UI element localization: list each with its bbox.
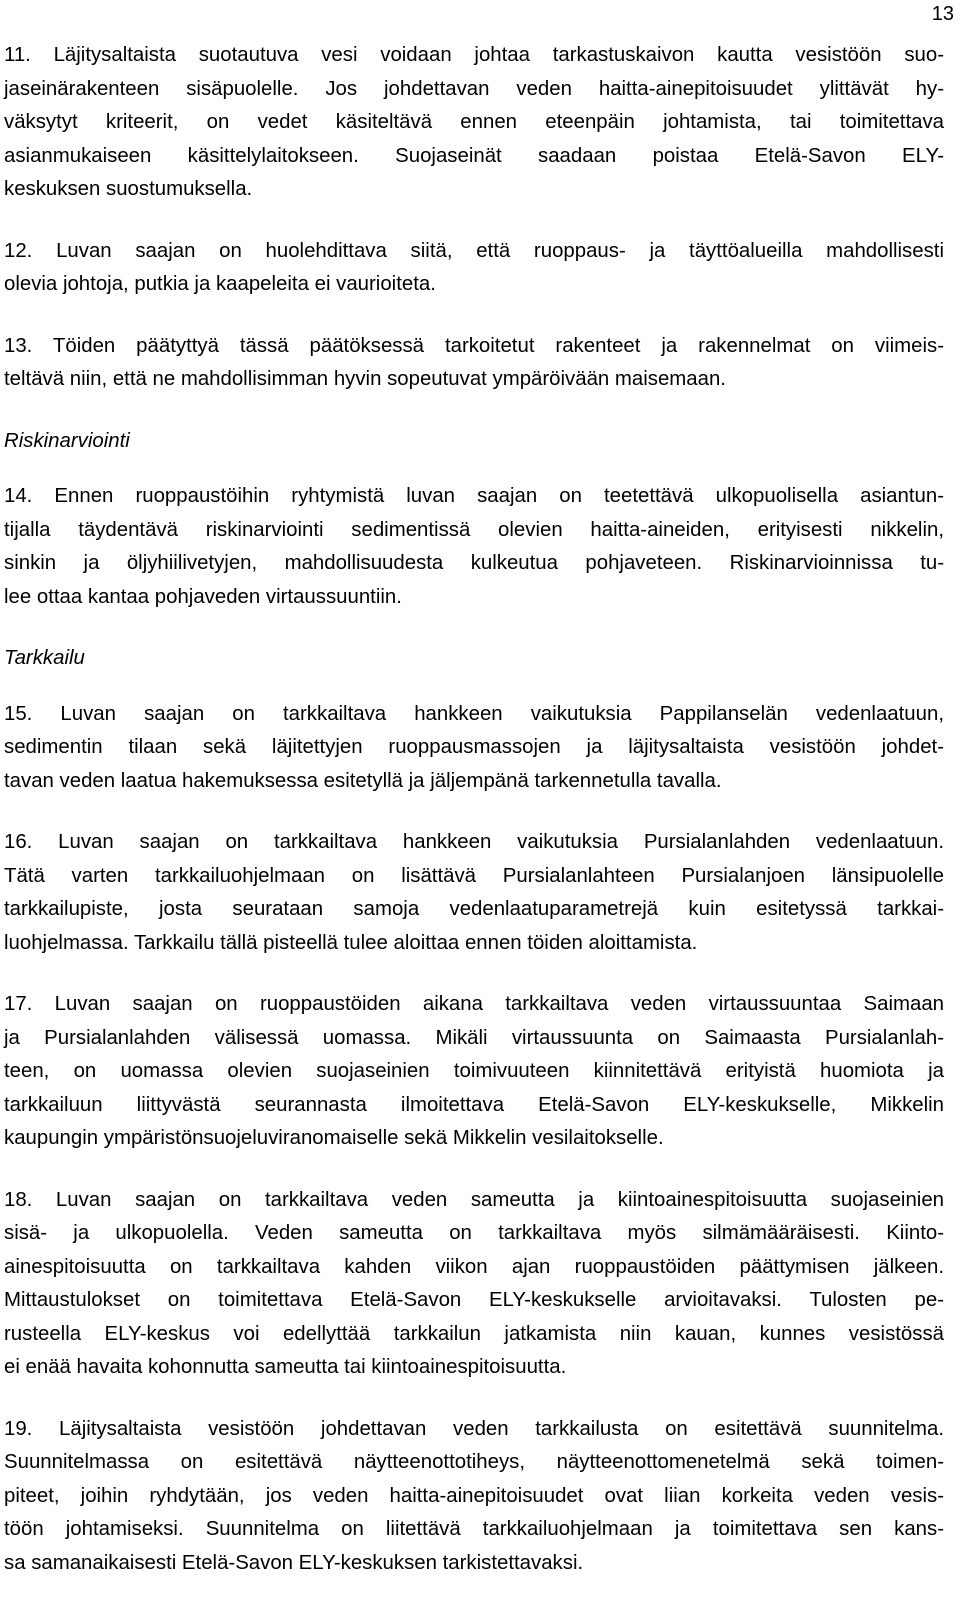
paragraph — [4, 826, 944, 960]
paragraph-line: sa samanaikaisesti Etelä-Savon ELY-keskuksen tarkistettavaksi. — [4, 1551, 584, 1574]
paragraph-line: 15. Luvan saajan on tarkkailtava hankkeen vaikutuksia Pappilanselän vedenlaatuun, — [4, 702, 944, 725]
paragraph-line: 18. Luvan saajan on tarkkailtava veden sameutta ja kiintoainespitoisuutta suojaseinien — [4, 1188, 944, 1211]
paragraph-line: sinkin ja öljyhiilivetyjen, mahdollisuudesta kulkeutua pohjaveteen. Riskinarvioinnissa tu- — [4, 552, 944, 574]
paragraph-line: luohjelmassa. Tarkkailu tällä pisteellä tulee aloittaa ennen töiden aloittamista. — [4, 931, 698, 954]
paragraph-line: rusteella ELY-keskus voi edellyttää tarkkailun jatkamista niin kauan, kunnes vesistössä — [4, 1322, 944, 1345]
paragraph-line: väksytyt kriteerit, on vedet käsiteltävä ennen eteenpäin johtamista, tai toimitettava — [4, 111, 944, 133]
paragraph-line: 11. Läjitysaltaista suotautuva vesi voidaan johtaa tarkastuskaivon kautta vesistöön suo- — [4, 44, 944, 66]
paragraph-line: Tätä varten tarkkailuohjelmaan on lisättävä Pursialanlahteen Pursialanjoen länsipuolelle — [4, 864, 944, 887]
paragraph — [4, 330, 944, 397]
paragraph-line: ainespitoisuutta on tarkkailtava kahden viikon ajan ruoppaustöiden päättymisen jälkeen. — [4, 1255, 944, 1278]
paragraph-line: 16. Luvan saajan on tarkkailtava hankkeen vaikutuksia Pursialanlahden vedenlaatuun. — [4, 831, 944, 853]
section-heading: Riskinarviointi — [4, 429, 130, 452]
paragraph — [4, 1184, 944, 1385]
paragraph-line: ja Pursialanlahden välisessä uomassa. Mikäli virtaussuunta on Saimaasta Pursialanlah- — [4, 1026, 944, 1049]
paragraph-line: 14. Ennen ruoppaustöihin ryhtymistä luvan saajan on teetettävä ulkopuolisella asiantun- — [4, 485, 944, 507]
paragraph-line: kaupungin ympäristönsuojeluviranomaiselle sekä Mikkelin vesilaitokselle. — [4, 1127, 664, 1149]
paragraph-line: ei enää havaita kohonnutta sameutta tai kiintoainespitoisuutta. — [4, 1356, 567, 1378]
paragraph-line: lee ottaa kantaa pohjaveden virtaussuuntiin. — [4, 585, 402, 608]
paragraph — [4, 39, 944, 207]
paragraph-line: töön johtamiseksi. Suunnitelma on liitettävä tarkkailuohjelmaan ja toimitettava sen kans- — [4, 1518, 944, 1540]
paragraph — [4, 988, 944, 1156]
paragraph-line: teltävä niin, että ne mahdollisimman hyvin sopeutuvat ympäröivään maisemaan. — [4, 368, 726, 390]
paragraph-line: tarkkailuun liittyvästä seurannasta ilmoitettava Etelä-Savon ELY-keskukselle, Mikkelin — [4, 1093, 944, 1116]
paragraph-line: 12. Luvan saajan on huolehdittava siitä, että ruoppaus- ja täyttöalueilla mahdollisesti — [4, 239, 944, 262]
paragraph-line: keskuksen suostumuksella. — [4, 178, 253, 200]
paragraph-line: tijalla täydentävä riskinarviointi sedimentissä olevien haitta-aineiden, erityisesti nikkelin, — [4, 518, 944, 541]
paragraph-line: sedimentin tilaan sekä läjitettyjen ruoppausmassojen ja läjitysaltaista vesistöön johdet- — [4, 736, 944, 758]
document-body — [4, 39, 944, 1608]
paragraph-line: Suunnitelmassa on esitettävä näytteenottotiheys, näytteenottomenetelmä sekä toimen- — [4, 1451, 944, 1473]
paragraph-line: tarkkailupiste, josta seurataan samoja vedenlaatuparametrejä kuin esitetyssä tarkkai- — [4, 898, 944, 920]
paragraph — [4, 480, 944, 614]
paragraph-line: asianmukaiseen käsittelylaitokseen. Suojaseinät saadaan poistaa Etelä-Savon ELY- — [4, 144, 944, 167]
paragraph-line: jaseinärakenteen sisäpuolelle. Jos johdettavan veden haitta-ainepitoisuudet ylittävät hy- — [4, 77, 944, 100]
section-heading: Tarkkailu — [4, 647, 85, 669]
page-number: 13 — [931, 3, 954, 25]
paragraph-line: Mittaustulokset on toimitettava Etelä-Savon ELY-keskukselle arvioitavaksi. Tulosten pe- — [4, 1289, 944, 1311]
paragraph — [4, 235, 944, 302]
paragraph-line: tavan veden laatua hakemuksessa esitetyllä ja jäljempänä tarkennetulla tavalla. — [4, 769, 722, 792]
paragraph-line: 19. Läjitysaltaista vesistöön johdettavan veden tarkkailusta on esitettävä suunnitelma. — [4, 1417, 944, 1440]
paragraph-line: teen, on uomassa olevien suojaseinien toimivuuteen kiinnitettävä erityistä huomiota ja — [4, 1060, 944, 1082]
paragraph — [4, 1413, 944, 1581]
paragraph-line: 13. Töiden päätyttyä tässä päätöksessä tarkoitetut rakenteet ja rakennelmat on viimeis- — [4, 334, 944, 357]
paragraph-line: piteet, joihin ryhdytään, jos veden haitta-ainepitoisuudet ovat liian korkeita veden vesis- — [4, 1484, 944, 1507]
paragraph-line: 17. Luvan saajan on ruoppaustöiden aikana tarkkailtava veden virtaussuuntaa Saimaan — [4, 993, 944, 1015]
paragraph-line: olevia johtoja, putkia ja kaapeleita ei vaurioiteta. — [4, 273, 436, 295]
paragraph — [4, 698, 944, 799]
paragraph-line: sisä- ja ulkopuolella. Veden sameutta on tarkkailtava myös silmämääräisesti. Kiinto- — [4, 1222, 944, 1244]
